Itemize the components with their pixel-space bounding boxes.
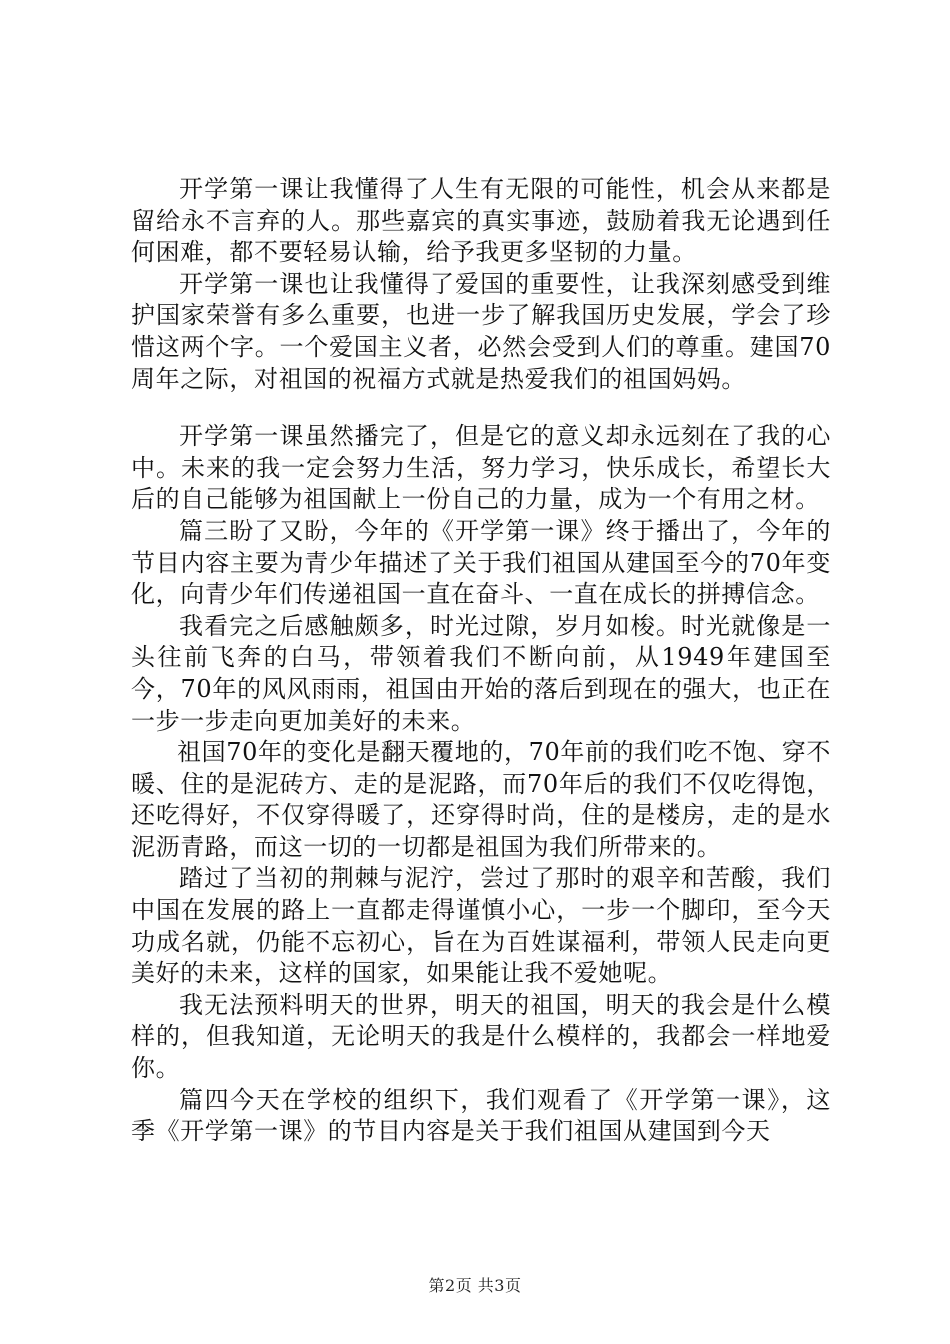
paragraph-8: 我无法预料明天的世界，明天的祖国，明天的我会是什么模样的，但我知道，无论明天的我是什么模样的，我都会一样地爱你。	[131, 990, 831, 1083]
paragraph-6: 祖国70年的变化是翻天覆地的，70年前的我们吃不饱、穿不暖、住的是泥砖方、走的是泥路，而70年后的我们不仅吃得饱，还吃得好，不仅穿得暖了，还穿得时尚，住的是楼房，走的是水泥沥青路，而这一切的一切都是祖国为我们所带来的。	[131, 738, 831, 861]
paragraph-2: 开学第一课也让我懂得了爱国的重要性，让我深刻感受到维护国家荣誉有多么重要，也进一步了解我国历史发展，学会了珍惜这两个字。一个爱国主义者，必然会受到人们的尊重。建国70周年之际，对祖国的祝福方式就是热爱我们的祖国妈妈。	[131, 269, 831, 393]
paragraph-3: 开学第一课虽然播完了，但是它的意义却永远刻在了我的心中。未来的我一定会努力生活，努力学习，快乐成长，希望长大后的自己能够为祖国献上一份自己的力量，成为一个有用之材。	[131, 422, 831, 514]
paragraph-7: 踏过了当初的荆棘与泥泞，尝过了那时的艰辛和苦酸，我们中国在发展的路上一直都走得谨慎小心，一步一个脚印，至今天功成名就，仍能不忘初心，旨在为百姓谋福利，带领人民走向更美好的未来，这样的国家，如果能让我不爱她呢。	[131, 864, 831, 988]
paragraph-5: 我看完之后感触颇多，时光过隙，岁月如梭。时光就像是一头往前飞奔的白马，带领着我们不断向前，从1949年建国至今，70年的风风雨雨，祖国由开始的落后到现在的强大，也正在一步一步走向更加美好的未来。	[131, 611, 831, 735]
paragraph-9: 篇四今天在学校的组织下，我们观看了《开学第一课》，这季《开学第一课》的节目内容是关于我们祖国从建国到今天	[131, 1085, 831, 1146]
paragraph-4: 篇三盼了又盼，今年的《开学第一课》终于播出了，今年的节目内容主要为青少年描述了关于我们祖国从建国至今的70年变化，向青少年们传递祖国一直在奋斗、一直在成长的拼搏信念。	[131, 516, 831, 609]
document-body	[131, 174, 831, 1148]
page-footer: 第2页 共3页	[428, 1276, 522, 1295]
paragraph-1: 开学第一课让我懂得了人生有无限的可能性，机会从来都是留给永不言弃的人。那些嘉宾的真实事迹，鼓励着我无论遇到任何困难，都不要轻易认输，给予我更多坚韧的力量。	[131, 175, 831, 267]
